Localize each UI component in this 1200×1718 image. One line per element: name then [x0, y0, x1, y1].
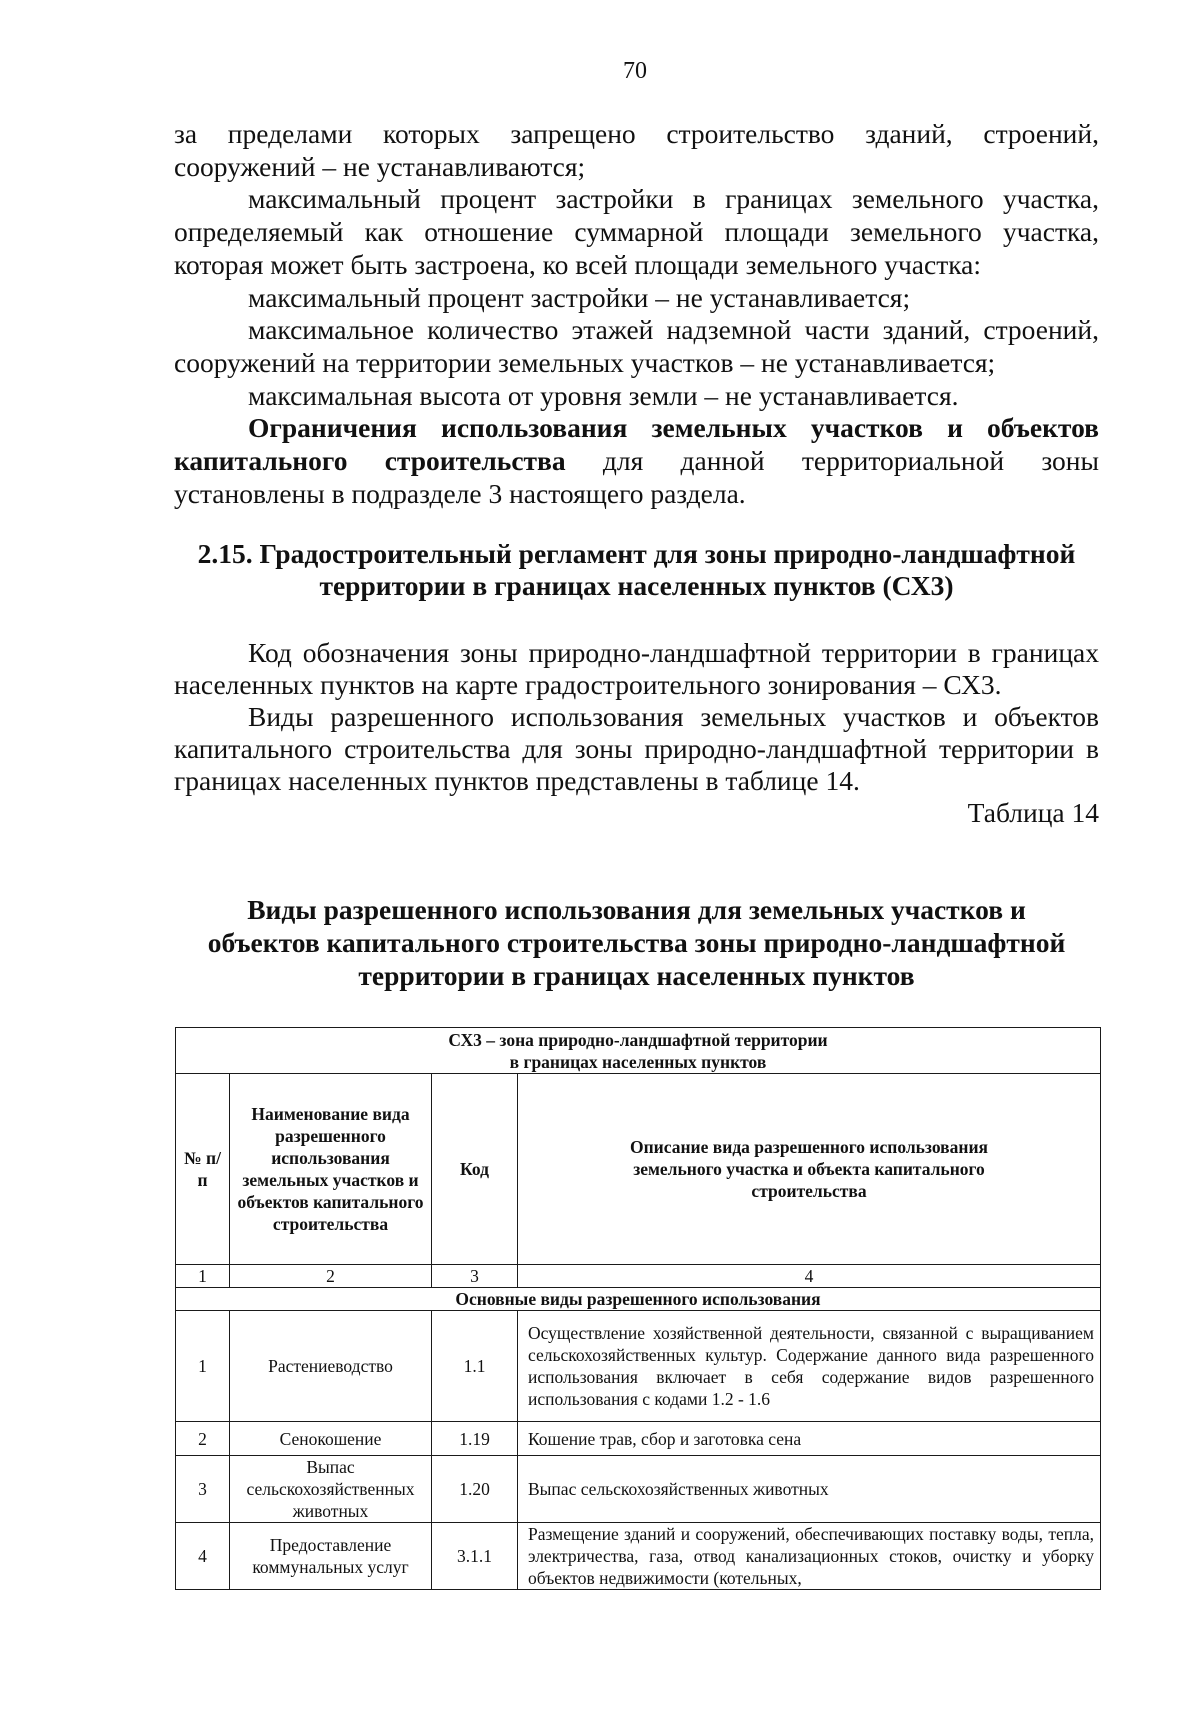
- column-number: 2: [230, 1265, 432, 1288]
- paragraph: максимальный процент застройки в границах земельного участка, определяемый как отношение суммарной площади земельного участка, которая может быть застроена, ко всей площади земельного участка:: [174, 183, 1099, 280]
- row-code: 1.19: [432, 1422, 518, 1456]
- section-row: [176, 1288, 1101, 1311]
- table-title-line: объектов капитального строительства зоны природно-ландшафтной: [207, 927, 1066, 958]
- row-description: Размещение зданий и сооружений, обеспечивающих поставку воды, тепла, электричества, газа, отвод канализационных стоков, очистку и уборку объектов недвижимости (котельных,: [518, 1523, 1101, 1590]
- column-number-row: [176, 1265, 1101, 1288]
- section-label: Основные виды разрешенного использования: [176, 1288, 1101, 1311]
- header-code: Код: [432, 1074, 518, 1265]
- paragraph: максимальное количество этажей надземной части зданий, строений, сооружений на территории земельных участков – не устанавливается;: [174, 314, 1099, 378]
- section-heading-line: 2.15. Градостроительный регламент для зоны природно-ландшафтной: [197, 538, 1076, 569]
- column-number: 1: [176, 1265, 230, 1288]
- table-header-row: [176, 1074, 1101, 1265]
- table-row: [176, 1523, 1101, 1590]
- row-name: Выпас сельскохозяйственных животных: [230, 1456, 432, 1523]
- row-code: 3.1.1: [432, 1523, 518, 1590]
- paragraph: Код обозначения зоны природно-ландшафтной территории в границах населенных пунктов на карте градостроительного зонирования – СХ3.: [174, 637, 1099, 700]
- page-number: 70: [623, 58, 647, 84]
- row-name: Предоставление коммунальных услуг: [230, 1523, 432, 1590]
- paragraph: [174, 412, 1099, 510]
- row-name: Сенокошение: [230, 1422, 432, 1456]
- row-description: Осуществление хозяйственной деятельности, связанной с выращиванием сельскохозяйственных культур. Содержание данного вида разрешенного использования включает в себя содержание видов разрешенного использования с кодами 1.2 - 1.6: [518, 1311, 1101, 1422]
- zone-subtitle: в границах населенных пунктов: [509, 1051, 767, 1072]
- header-name: Наименование вида разрешенного использования земельных участков и объектов капитального строительства: [230, 1074, 432, 1265]
- zone-title: СХ3 – зона природно-ландшафтной территории: [448, 1029, 828, 1050]
- table-row: [176, 1456, 1101, 1523]
- permitted-uses-table: [175, 1027, 1101, 1590]
- column-number: 4: [518, 1265, 1101, 1288]
- row-description: Кошение трав, сбор и заготовка сена: [518, 1422, 1101, 1456]
- paragraph: максимальный процент застройки – не устанавливается;: [248, 281, 911, 313]
- restriction-bold-text: Ограничения использования земельных участков и объектов капитального строительства: [174, 412, 1099, 477]
- table-reference: Таблица 14: [967, 797, 1099, 828]
- table-title: [174, 893, 1099, 992]
- table-row: [176, 1422, 1101, 1456]
- zone-header-cell: [176, 1028, 1101, 1074]
- row-code: 1.20: [432, 1456, 518, 1523]
- row-num: 3: [176, 1456, 230, 1523]
- table-title-line: Виды разрешенного использования для земельных участков и: [247, 894, 1026, 925]
- row-code: 1.1: [432, 1311, 518, 1422]
- row-num: 2: [176, 1422, 230, 1456]
- table-row: [176, 1311, 1101, 1422]
- paragraph: Виды разрешенного использования земельных участков и объектов капитального строительства для зоны природно-ландшафтной территории в границах населенных пунктов представлены в таблице 14.: [174, 701, 1099, 796]
- paragraph: за пределами которых запрещено строительство зданий, строений, сооружений – не устанавливаются;: [174, 118, 1099, 182]
- header-description: Описание вида разрешенного использования земельного участка и объекта капитального строительства: [518, 1074, 1101, 1265]
- row-description: Выпас сельскохозяйственных животных: [518, 1456, 1101, 1523]
- row-num: 1: [176, 1311, 230, 1422]
- section-heading: [174, 538, 1099, 602]
- restriction-text: для данной территориальной зоны установлены в подразделе 3 настоящего раздела.: [174, 445, 1099, 509]
- intro-text: [174, 637, 1099, 829]
- section-heading-line: территории в границах населенных пунктов (СХ3): [319, 570, 954, 601]
- paragraph: максимальная высота от уровня земли – не устанавливается.: [248, 379, 959, 411]
- row-num: 4: [176, 1523, 230, 1590]
- table-zone-row: [176, 1028, 1101, 1074]
- body-text: [174, 118, 1099, 510]
- row-name: Растениеводство: [230, 1311, 432, 1422]
- column-number: 3: [432, 1265, 518, 1288]
- header-num: № п/п: [176, 1074, 230, 1265]
- table-title-line: территории в границах населенных пунктов: [358, 960, 915, 991]
